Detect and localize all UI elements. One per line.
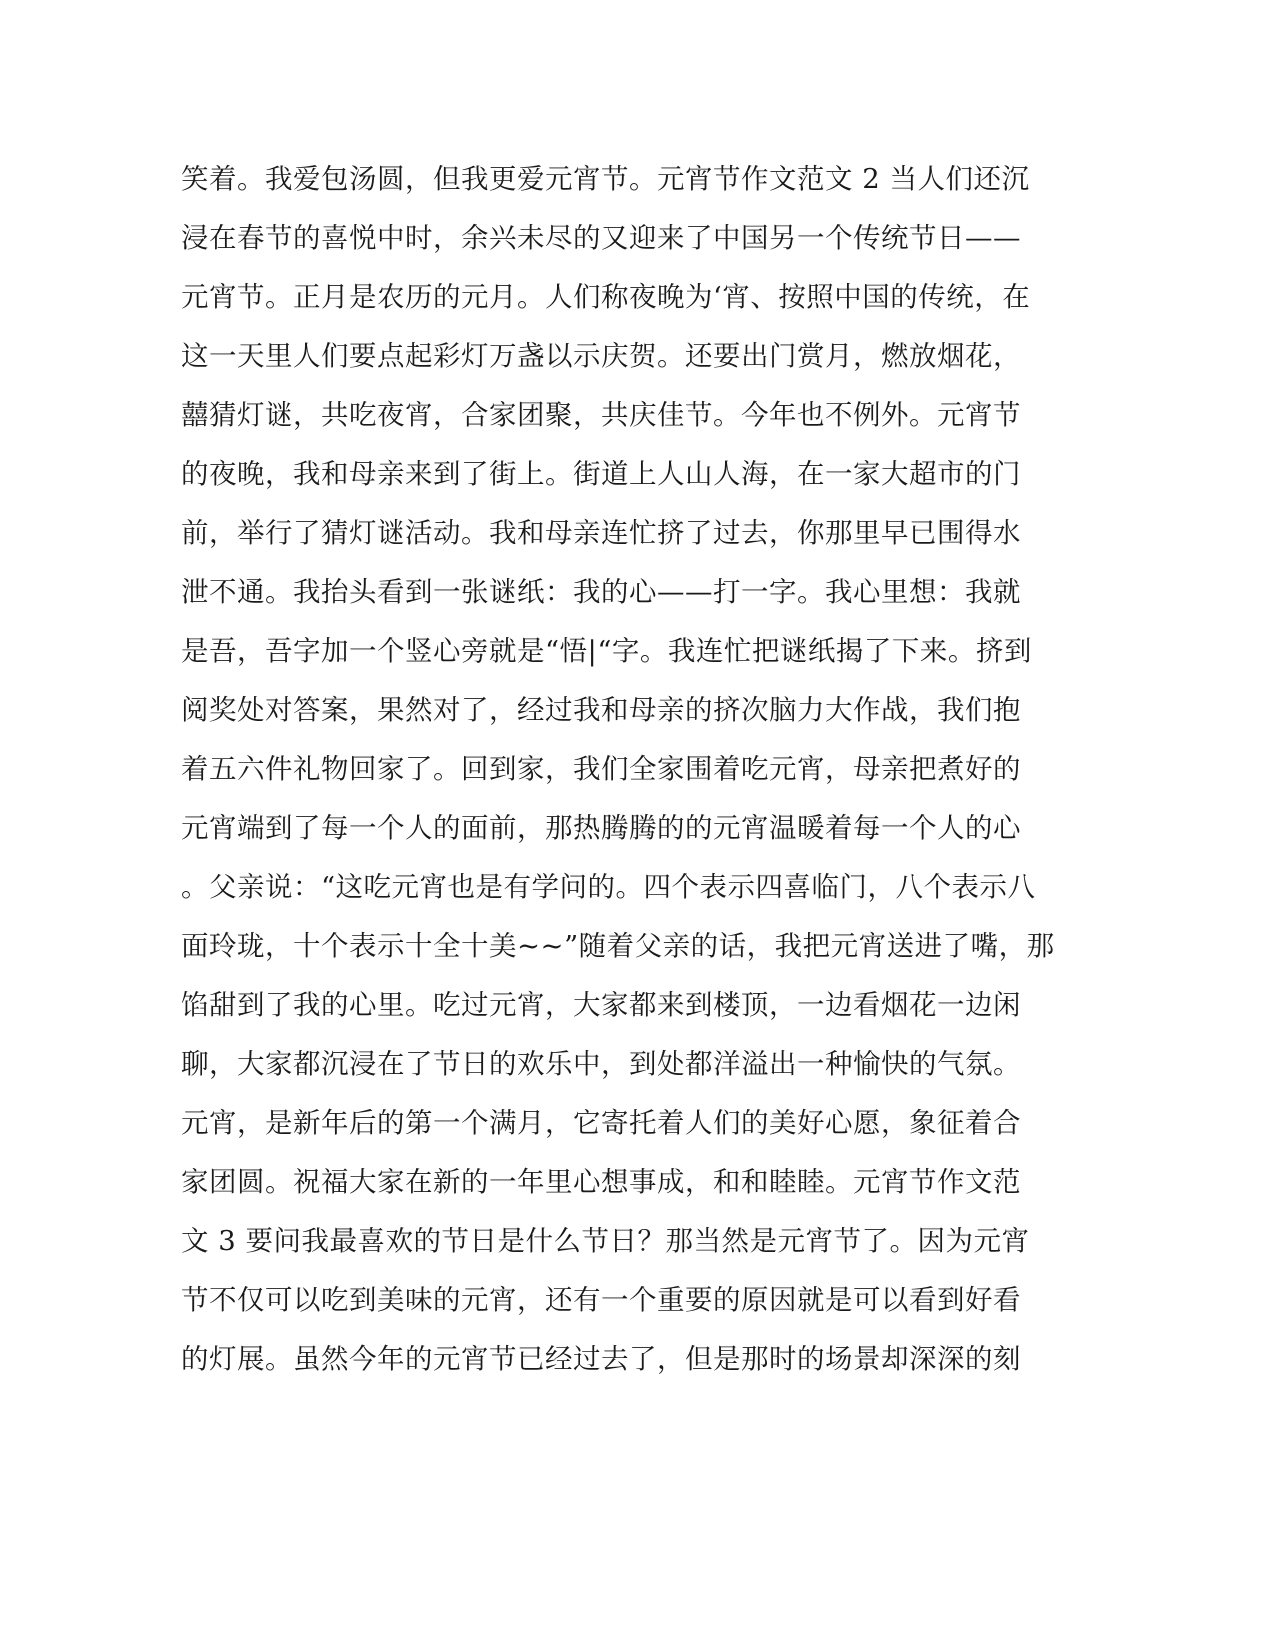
text-line-12: 元宵端到了每一个人的面前，那热腾腾的的元宵温暖着每一个人的心 (181, 812, 1021, 844)
text-line-16: 聊，大家都沉浸在了节日的欢乐中，到处都洋溢出一种愉快的气氛。 (181, 1048, 1021, 1080)
text-line-7: 前，举行了猜灯谜活动。我和母亲连忙挤了过去，你那里早已围得水 (181, 517, 1021, 549)
text-line-2: 浸在春节的喜悦中时，余兴未尽的又迎来了中国另一个传统节日—— (181, 222, 1021, 254)
text-line-21: 的灯展。虽然今年的元宵节已经过去了，但是那时的场景却深深的刻 (181, 1343, 1021, 1375)
text-line-17: 元宵，是新年后的第一个满月，它寄托着人们的美好心愿，象征着合 (181, 1107, 1021, 1139)
body-text (181, 150, 1055, 1389)
text-line-5: 囍猜灯谜，共吃夜宵，合家团聚，共庆佳节。今年也不例外。元宵节 (181, 399, 1021, 431)
text-line-10: 阅奖处对答案，果然对了，经过我和母亲的挤次脑力大作战，我们抱 (181, 694, 1021, 726)
text-line-4: 这一天里人们要点起彩灯万盏以示庆贺。还要出门赏月，燃放烟花， (181, 340, 1021, 372)
text-line-11: 着五六件礼物回家了。回到家，我们全家围着吃元宵，母亲把煮好的 (181, 753, 1021, 785)
text-line-8: 泄不通。我抬头看到一张谜纸：我的心——打一字。我心里想：我就 (181, 576, 1021, 608)
text-line-14: 面玲珑，十个表示十全十美~~”随着父亲的话，我把元宵送进了嘴，那 (181, 930, 1055, 962)
text-line-13: 。父亲说：“这吃元宵也是有学问的。四个表示四喜临门，八个表示八 (181, 871, 1036, 903)
text-line-9: 是吾，吾字加一个竖心旁就是“悟|“字。我连忙把谜纸揭了下来。挤到 (181, 635, 1032, 667)
text-line-3: 元宵节。正月是农历的元月。人们称夜晚为‘宵、按照中国的传统，在 (181, 281, 1031, 313)
text-line-15: 馅甜到了我的心里。吃过元宵，大家都来到楼顶，一边看烟花一边闲 (181, 989, 1021, 1021)
text-line-18: 家团圆。祝福大家在新的一年里心想事成，和和睦睦。元宵节作文范 (181, 1166, 1021, 1198)
text-line-19: 文 3 要问我最喜欢的节日是什么节日？那当然是元宵节了。因为元宵 (181, 1225, 1030, 1257)
text-line-6: 的夜晚，我和母亲来到了街上。街道上人山人海，在一家大超市的门 (181, 458, 1021, 490)
text-line-20: 节不仅可以吃到美味的元宵，还有一个重要的原因就是可以看到好看 (181, 1284, 1021, 1316)
text-line-1: 笑着。我爱包汤圆，但我更爱元宵节。元宵节作文范文 2 当人们还沉 (181, 163, 1030, 195)
